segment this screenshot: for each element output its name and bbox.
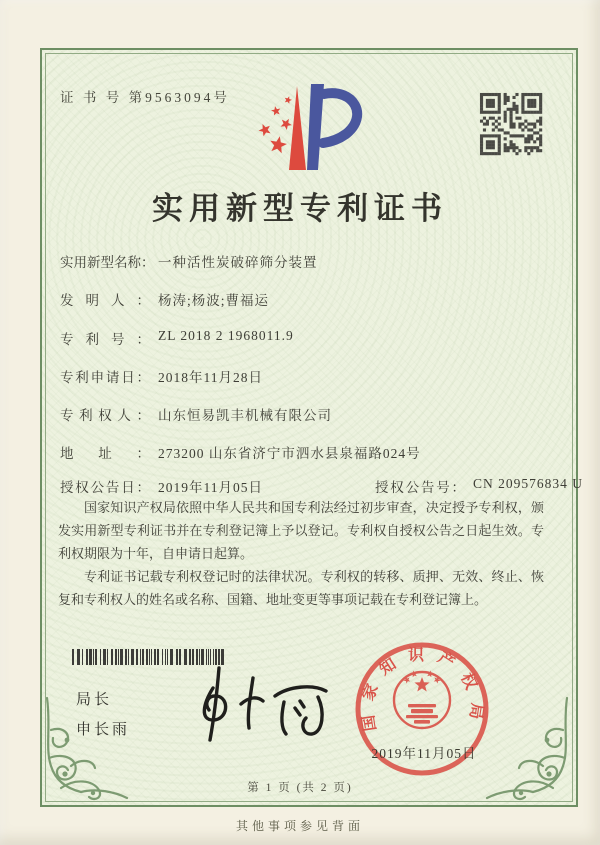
- field-label: 专利申请日：: [60, 370, 150, 385]
- signer-name: 申长雨: [76, 721, 131, 738]
- page-number: 第 1 页 (共 2 页): [247, 782, 353, 794]
- logo-stars: [259, 96, 293, 153]
- grant-number-group: [375, 476, 583, 496]
- logo-wedge: [289, 86, 306, 170]
- seal-national-emblem: [394, 671, 450, 729]
- grant-no-label: 授权公告号：: [375, 480, 465, 495]
- field-label: 实用新型名称：: [60, 255, 155, 270]
- field-patent-number: [60, 328, 294, 348]
- handwritten-signature: [183, 652, 348, 757]
- grant-date-label: 授权公告日：: [60, 480, 150, 495]
- field-inventors: [60, 289, 269, 309]
- grant-no-value: CN 209576834 U: [473, 476, 584, 491]
- field-filing-date: [60, 366, 263, 386]
- field-value: 杨涛;杨波;曹福运: [158, 293, 270, 308]
- field-value: 2018年11月28日: [158, 370, 263, 385]
- certificate-number: 证 书 号 第9563094号: [60, 90, 230, 105]
- field-value: 一种活性炭破碎筛分装置: [158, 255, 318, 270]
- field-address: [60, 442, 421, 462]
- field-value: ZL 2018 2 1968011.9: [158, 328, 294, 343]
- field-name: [60, 251, 318, 271]
- logo-p-bowl: [323, 93, 357, 143]
- legal-paragraph-2: 专利证书记载专利权登记时的法律状况。专利权的转移、质押、无效、终止、恢复和专利权人的姓名或名称、国籍、地址变更等事项记载在专利登记簿上。: [58, 569, 544, 607]
- seal-date: 2019年11月05日: [371, 746, 477, 761]
- field-label: 发明人：: [60, 293, 150, 308]
- legal-paragraph-1: 国家知识产权局依照中华人民共和国专利法经过初步审查，决定授予专利权，颁发实用新型专利证书并在专利登记簿上予以登记。专利权自授权公告之日起生效。专利权期限为十年，自申请日起算。: [58, 500, 544, 561]
- field-label: 专利权人：: [60, 408, 150, 423]
- qr-code-icon: [477, 90, 545, 158]
- field-value: 273200 山东省济宁市泗水县泉福路024号: [158, 446, 421, 461]
- cnipa-logo-icon: [231, 80, 373, 178]
- grant-date-value: 2019年11月05日: [158, 480, 263, 495]
- seal-ring-text: 国家知识产权局: [358, 646, 486, 733]
- back-side-note: 其他事项参见背面: [235, 819, 364, 833]
- corner-flourish-left-icon: [41, 696, 153, 802]
- legal-text: [58, 496, 544, 611]
- certificate-title: 实用新型专利证书: [152, 191, 448, 226]
- grant-row: [60, 476, 584, 496]
- corner-flourish-right-icon: [461, 696, 573, 802]
- field-value: 山东恒易凯丰机械有限公司: [158, 408, 332, 423]
- signer-title: 局长: [76, 691, 113, 708]
- field-label: 专利号：: [60, 332, 150, 347]
- field-label: 地址：: [60, 446, 150, 461]
- field-patentee: [60, 404, 332, 424]
